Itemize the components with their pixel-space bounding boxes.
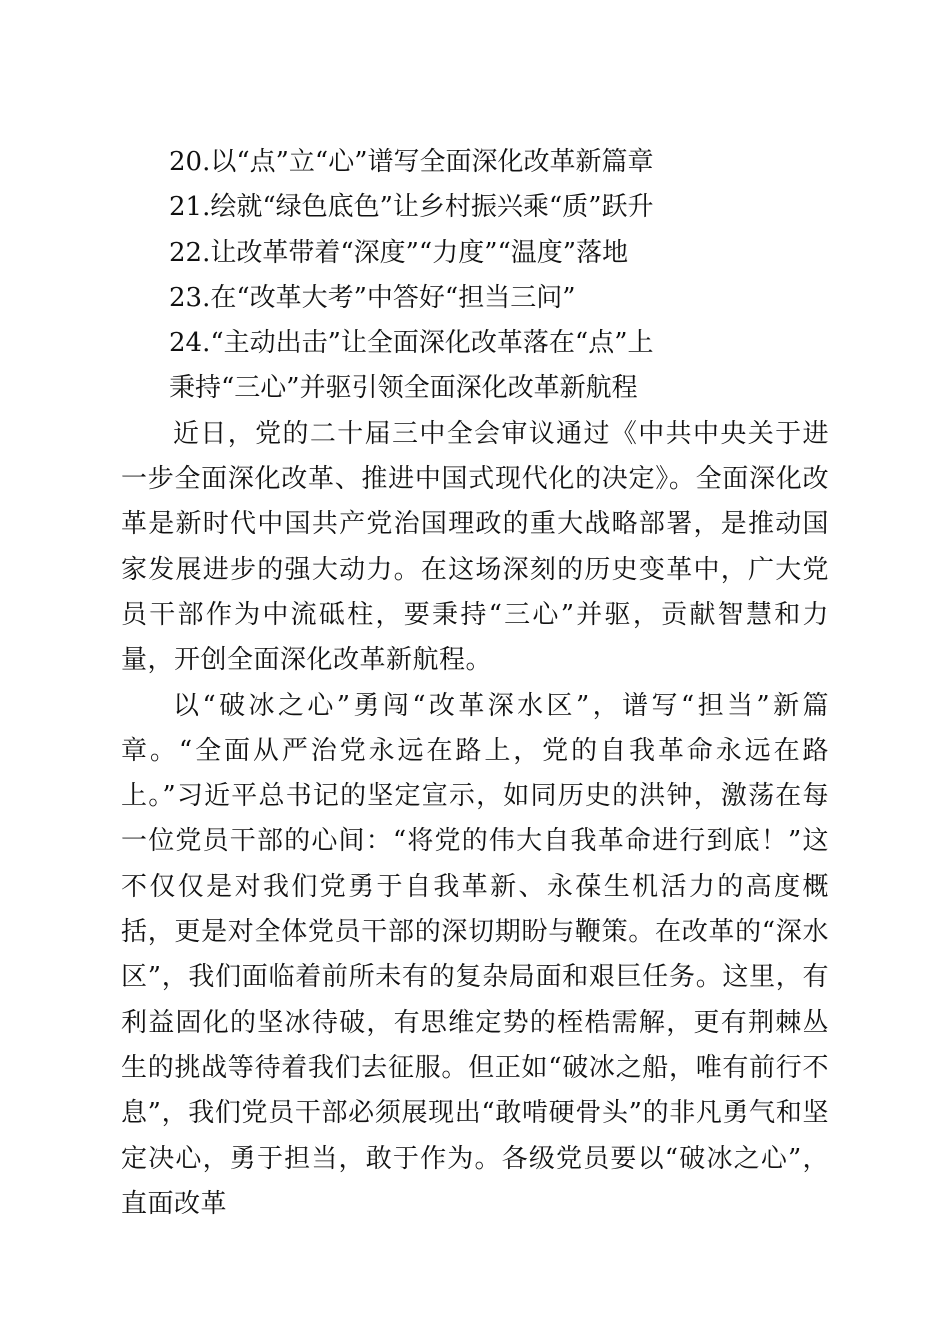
article-paragraph: 以“破冰之心”勇闯“改革深水区”，谱写“担当”新篇章。“全面从严治党永远在路上，党的自我革命永远在路上。”习近平总书记的坚定宣示，如同历史的洪钟，激荡在每一位党员干部的心间：“将党的伟大自我革命进行到底！”这不仅仅是对我们党勇于自我革新、永葆生机活力的高度概括，更是对全体党员干部的深切期盼与鞭策。在改革的“深水区”，我们面临着前所未有的复杂局面和艰巨任务。这里，有利益固化的坚冰待破，有思维定势的桎梏需解，更有荆棘丛生的挑战等待着我们去征服。但正如“破冰之船，唯有前行不息”，我们党员干部必须展现出“敢啃硬骨头”的非凡勇气和坚定决心，勇于担当，敢于作为。各级党员要以“破冰之心”，直面改革: [121, 690, 829, 1219]
toc-item: 22.让改革带着“深度”“力度”“温度”落地: [169, 237, 629, 268]
document-body: [121, 140, 829, 1227]
article-title: 秉持“三心”并驱引领全面深化改革新航程: [169, 373, 638, 404]
toc-item: 20.以“点”立“心”谱写全面深化改革新篇章: [169, 147, 654, 177]
toc-item: 24.“主动出击”让全面深化改革落在“点”上: [169, 328, 654, 359]
toc-item: 23.在“改革大考”中答好“担当三问”: [169, 282, 576, 313]
toc-list: [121, 140, 829, 366]
article-paragraph: 近日，党的二十届三中全会审议通过《中共中央关于进一步全面深化改革、推进中国式现代化的决定》。全面深化改革是新时代中国共产党治国理政的重大战略部署，是推动国家发展进步的强大动力。在这场深刻的历史变革中，广大党员干部作为中流砥柱，要秉持“三心”并驱，贡献智慧和力量，开创全面深化改革新航程。: [121, 418, 829, 676]
toc-item: 21.绘就“绿色底色”让乡村振兴乘“质”跃升: [169, 192, 654, 223]
